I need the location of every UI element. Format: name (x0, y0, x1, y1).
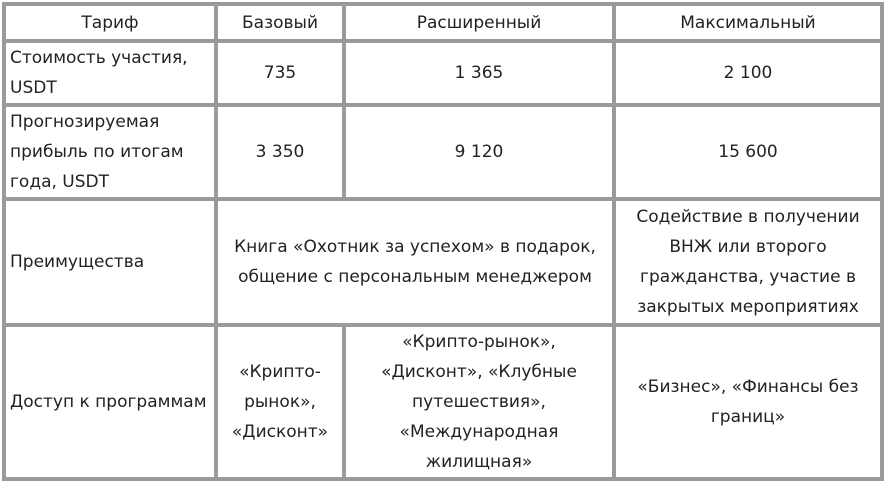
header-tariff: Тариф (6, 6, 214, 39)
access-maximum: «Бизнес», «Финансы без границ» (616, 327, 880, 477)
benefits-basic-extended: Книга «Охотник за успехом» в подарок, общение с персональным менеджером (218, 201, 612, 323)
benefits-maximum: Содействие в получении ВНЖ или второго гражданства, участие в закрытых мероприятиях (616, 201, 880, 323)
profit-basic: 3 350 (218, 107, 342, 197)
profit-maximum: 15 600 (616, 107, 880, 197)
cost-row (6, 43, 880, 103)
access-extended: «Крипто-рынок», «Дисконт», «Клубные путешествия», «Международная жилищная» (346, 327, 612, 477)
cost-label: Стоимость участия, USDT (6, 43, 214, 103)
access-label: Доступ к программам (6, 327, 214, 477)
access-basic: «Крипто-рынок», «Дисконт» (218, 327, 342, 477)
profit-label: Прогнозируемая прибыль по итогам года, USDT (6, 107, 214, 197)
tariff-comparison-table (2, 2, 884, 481)
cost-basic: 735 (218, 43, 342, 103)
benefits-label: Преимущества (6, 201, 214, 323)
header-maximum: Максимальный (616, 6, 880, 39)
cost-extended: 1 365 (346, 43, 612, 103)
access-row (6, 327, 880, 477)
header-basic: Базовый (218, 6, 342, 39)
benefits-row (6, 201, 880, 323)
profit-row (6, 107, 880, 197)
header-row (6, 6, 880, 39)
profit-extended: 9 120 (346, 107, 612, 197)
cost-maximum: 2 100 (616, 43, 880, 103)
header-extended: Расширенный (346, 6, 612, 39)
